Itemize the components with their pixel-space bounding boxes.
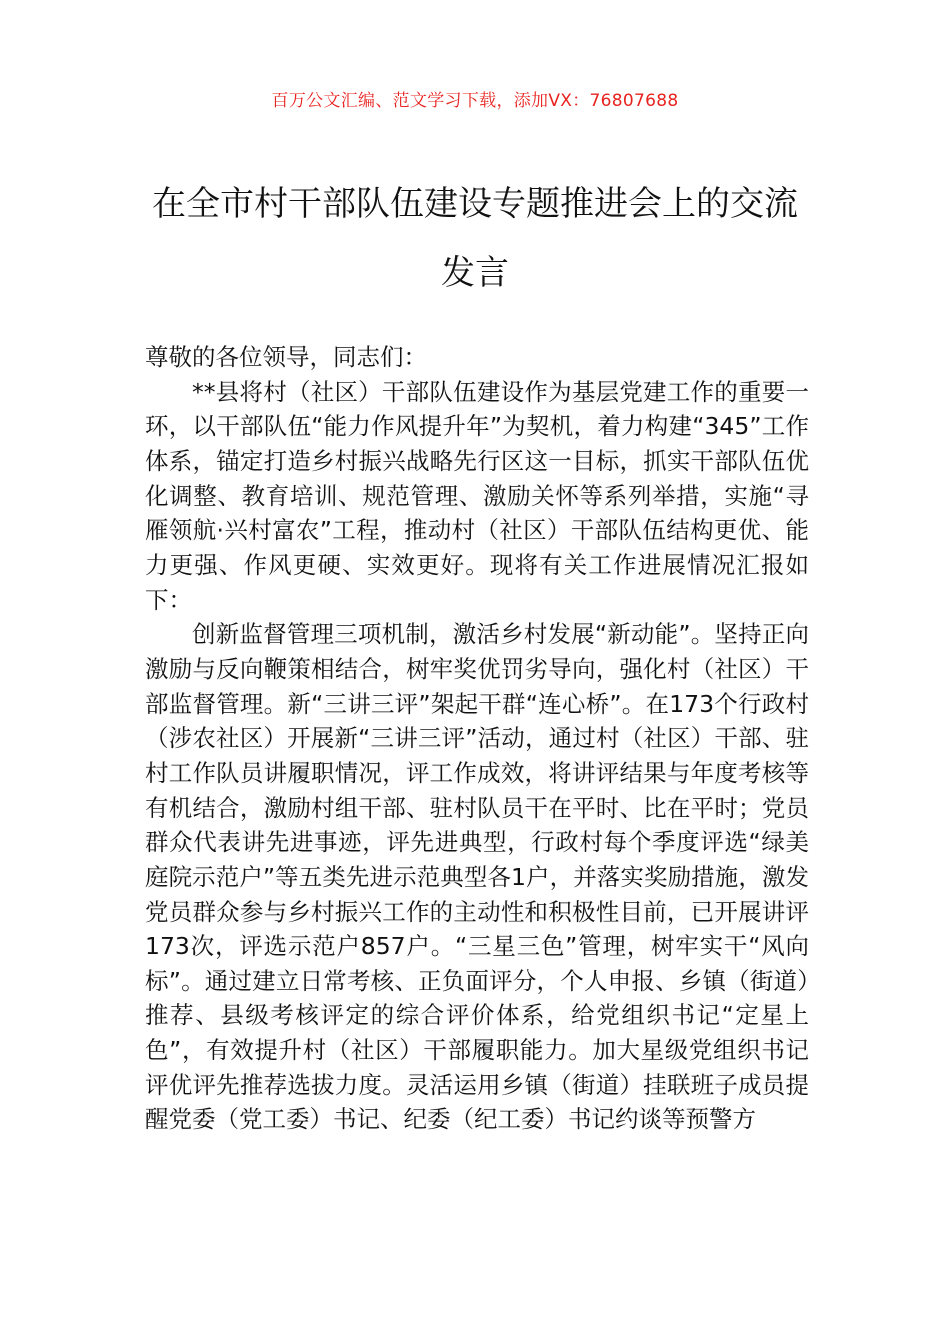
paragraph: 创新监督管理三项机制，激活乡村发展“新动能”。坚持正向激励与反向鞭策相结合，树牢奖优罚劣导向，强化村（社区）干部监督管理。新“三讲三评”架起干群“连心桥”。在173个行政村（涉农社区）开展新“三讲三评”活动，通过村（社区）干部、驻村工作队员讲履职情况，评工作成效，将讲评结果与年度考核等有机结合，激励村组干部、驻村队员干在平时、比在平时；党员群众代表讲先进事迹，评先进典型，行政村每个季度评选“绿美庭院示范户”等五类先进示范典型各1户，并落实奖励措施，激发党员群众参与乡村振兴工作的主动性和积极性目前，已开展讲评173次，评选示范户857户。“三星三色”管理，树牢实干“风向标”。通过建立日常考核、正负面评分，个人申报、乡镇（街道）推荐、县级考核评定的综合评价体系，给党组织书记“定星上色”，有效提升村（社区）干部履职能力。加大星级党组织书记评优评先推荐选拔力度。灵活运用乡镇（街道）挂联班子成员提醒党委（党工委）书记、纪委（纪工委）书记约谈等预警方 xyxy=(145,620,809,1134)
document-body xyxy=(145,340,809,1137)
header-note: 百万公文汇编、范文学习下载，添加VX：76807688 xyxy=(271,91,679,111)
document-title: 在全市村干部队伍建设专题推进会上的交流发言 xyxy=(152,184,798,293)
paragraph: **县将村（社区）干部队伍建设作为基层党建工作的重要一环，以干部队伍“能力作风提升年”为契机，着力构建“345”工作体系，锚定打造乡村振兴战略先行区这一目标，抓实干部队伍优化调整、教育培训、规范管理、激励关怀等系列举措，实施“寻雁领航·兴村富农”工程，推动村（社区）干部队伍结构更优、能力更强、作风更硬、实效更好。现将有关工作进展情况汇报如下： xyxy=(145,377,809,614)
salutation: 尊敬的各位领导，同志们： xyxy=(145,343,427,371)
